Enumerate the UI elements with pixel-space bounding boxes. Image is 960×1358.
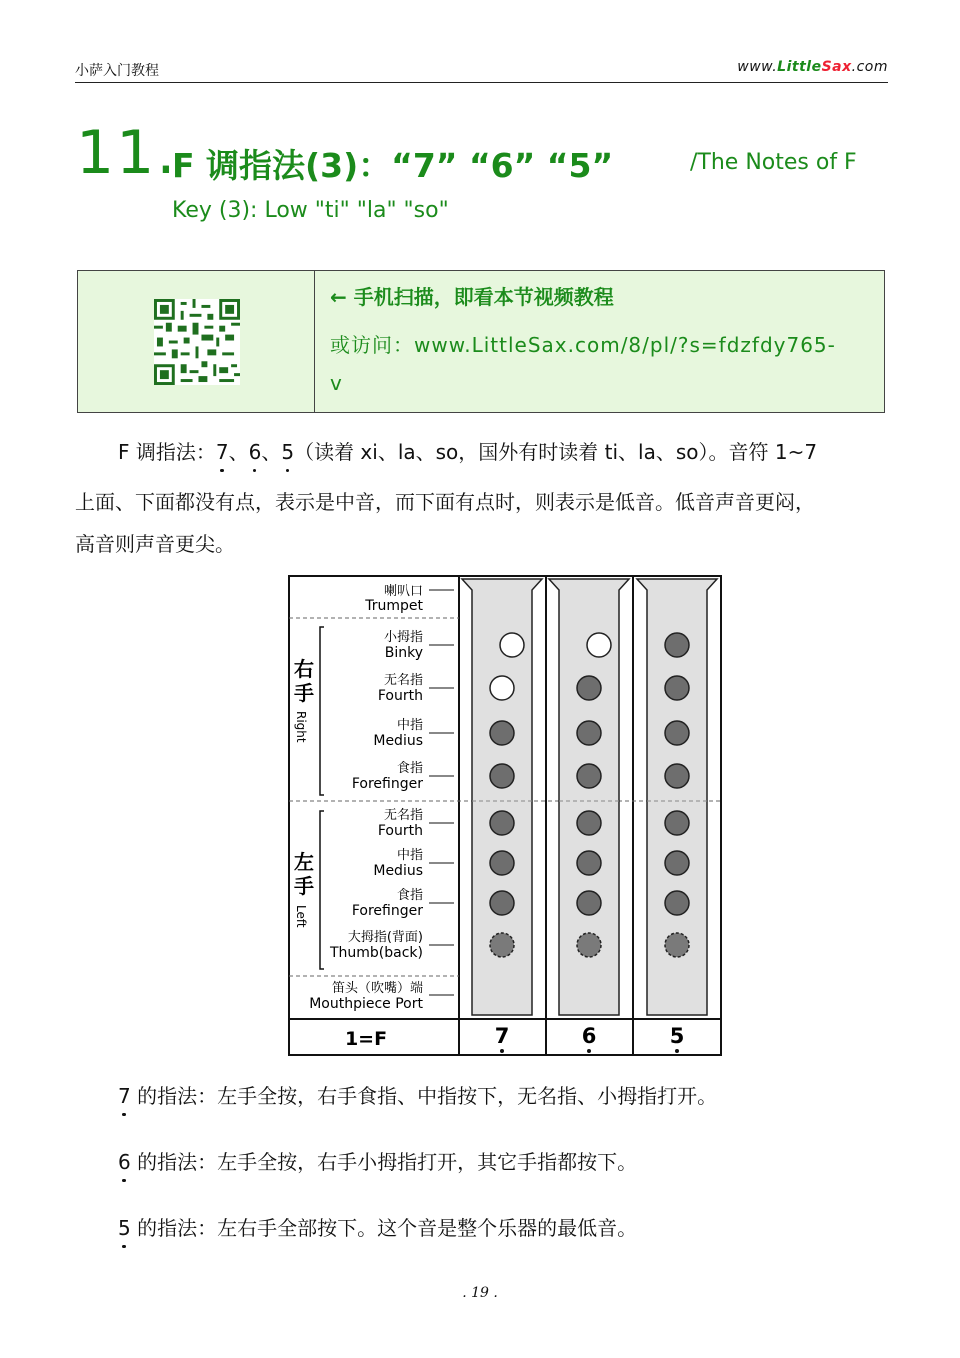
- note-label: 7: [494, 1024, 510, 1048]
- finger-label-cn: 食指: [396, 761, 423, 776]
- thumb-key-hole: [490, 933, 514, 957]
- low-octave-dot: [587, 1049, 591, 1053]
- finger-label-en: Fourth: [377, 688, 423, 704]
- finger-label-en: Fourth: [377, 823, 423, 839]
- finger-label-cn: 中指: [396, 848, 423, 863]
- key-hole: [577, 891, 601, 915]
- page-header: [75, 56, 888, 83]
- key-hole: [490, 851, 514, 875]
- low-octave-dot: [675, 1049, 679, 1053]
- qr-panel: [77, 270, 885, 413]
- key-label: 1=F: [344, 1028, 388, 1050]
- key-hole: [490, 676, 514, 700]
- right-hand-cn-2: 手: [294, 681, 314, 705]
- key-hole: [587, 633, 611, 657]
- qr-url[interactable]: 或访问：www.LittleSax.com/8/pl/?s=fdzfdy765-: [330, 333, 836, 357]
- key-hole: [665, 676, 689, 700]
- fingering-chart: [288, 575, 722, 1056]
- key-hole: [490, 891, 514, 915]
- left-hand-cn-2: 手: [294, 874, 314, 898]
- finger-label-cn: 中指: [396, 718, 423, 733]
- panel-divider: [314, 271, 315, 412]
- header-title: 小萨入门教程: [75, 63, 159, 79]
- right-hand-en: Right: [294, 711, 308, 743]
- section-subtitle-line2: Key (3): Low "ti" "la" "so": [172, 198, 449, 223]
- finger-label-en: Forefinger: [351, 776, 423, 792]
- key-hole: [490, 764, 514, 788]
- note-label: 5: [669, 1024, 685, 1048]
- trumpet-label-en: Trumpet: [365, 598, 423, 614]
- key-hole: [490, 721, 514, 745]
- finger-label-en: Thumb(back): [329, 945, 423, 961]
- thumb-key-hole: [577, 933, 601, 957]
- section-number: 11.: [76, 118, 178, 188]
- note-label: 6: [581, 1024, 597, 1048]
- right-hand-cn-1: 右: [294, 657, 314, 681]
- finger-label-cn: 大拇指(背面): [347, 930, 423, 945]
- left-hand-cn-1: 左: [294, 850, 314, 874]
- section-subtitle: /The Notes of F: [690, 150, 857, 175]
- key-hole: [665, 721, 689, 745]
- finger-label-cn: 无名指: [383, 808, 423, 823]
- page-number: . 19 .: [462, 1285, 498, 1301]
- finger-label-en: Binky: [384, 645, 423, 661]
- section-title: F 调指法(3)：“7” “6” “5”: [172, 146, 614, 185]
- key-hole: [577, 851, 601, 875]
- key-hole: [490, 811, 514, 835]
- low-octave-dot: [500, 1049, 504, 1053]
- intro-paragraph-line3: 高音则声音更尖。: [75, 532, 235, 556]
- finger-label-en: Forefinger: [351, 903, 423, 919]
- intro-paragraph-line2: 上面、下面都没有点，表示是中音，而下面有点时，则表示是低音。低音声音更闷，: [75, 490, 815, 514]
- key-hole: [665, 764, 689, 788]
- key-hole: [665, 891, 689, 915]
- finger-label-cn: 小拇指: [383, 630, 423, 645]
- qr-url-continued[interactable]: v: [330, 371, 342, 395]
- finger-label-cn: 食指: [396, 888, 423, 903]
- key-hole: [577, 721, 601, 745]
- key-hole: [577, 811, 601, 835]
- key-hole: [577, 764, 601, 788]
- header-site: www.LittleSax.com: [737, 59, 888, 75]
- key-hole: [500, 633, 524, 657]
- key-hole: [665, 633, 689, 657]
- mouthpiece-label-cn: 笛头（吹嘴）端: [331, 981, 423, 996]
- finger-label-cn: 无名指: [383, 673, 423, 688]
- explain-note-5: 5 的指法：左右手全部按下。这个音是整个乐器的最低音。: [118, 1216, 638, 1240]
- explain-note-6: 6 的指法：左手全按，右手小拇指打开，其它手指都按下。: [118, 1150, 638, 1174]
- qr-code-icon[interactable]: [154, 299, 240, 385]
- finger-label-en: Medius: [373, 733, 423, 749]
- qr-instruction: ← 手机扫描，即看本节视频教程: [330, 285, 614, 309]
- key-hole: [665, 851, 689, 875]
- left-hand-en: Left: [294, 905, 308, 928]
- key-hole: [577, 676, 601, 700]
- key-hole: [665, 811, 689, 835]
- mouthpiece-label-en: Mouthpiece Port: [309, 996, 423, 1012]
- intro-paragraph-line1: F 调指法：7、6、5（读着 xi、la、so，国外有时读着 ti、la、so）。音符 1~7: [118, 440, 818, 464]
- finger-label-en: Medius: [373, 863, 423, 879]
- trumpet-label-cn: 喇叭口: [383, 584, 423, 599]
- thumb-key-hole: [665, 933, 689, 957]
- explain-note-7: 7 的指法：左手全按，右手食指、中指按下，无名指、小拇指打开。: [118, 1084, 718, 1108]
